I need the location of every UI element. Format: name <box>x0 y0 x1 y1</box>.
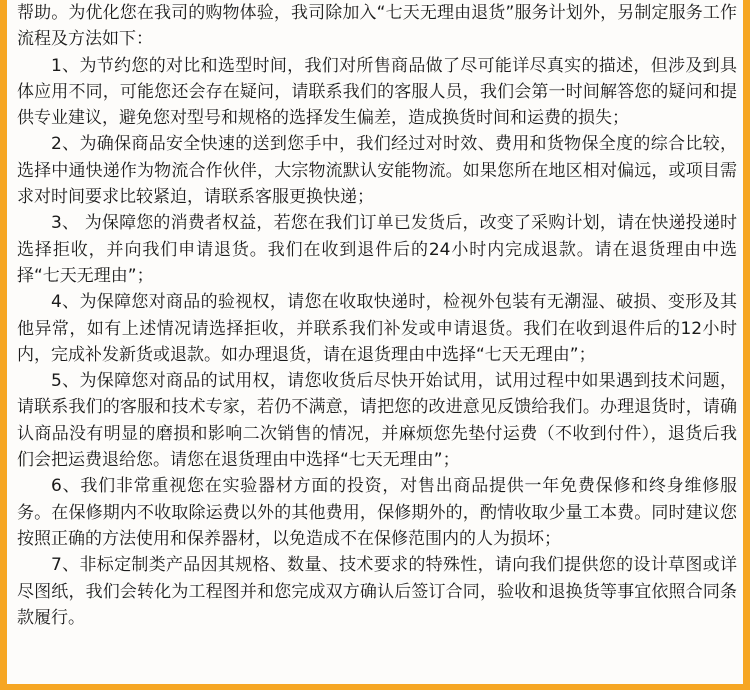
policy-item-4: 4、为保障您对商品的验视权，请您在收取快递时，检视外包装有无潮湿、破损、变形及其他异常，如有上述情况请选择拒收，并联系我们补发或申请退货。我们在收到退件后的12小时内，完成补发新货或退款。如办理退货，请在退货理由中选择“七天无理由”； <box>17 292 737 365</box>
intro-paragraph: 帮助。为优化您在我司的购物体验，我司除加入“七天无理由退货”服务计划外，另制定服务工作流程及方法如下： <box>17 3 737 50</box>
policy-item-7: 7、非标定制类产品因其规格、数量、技术要求的特殊性，请向我们提供您的设计草图或详尽图纸，我们会转化为工程图并和您完成双方确认后签订合同，验收和退换货等事宜依照合同条款履行。 <box>17 555 737 628</box>
policy-item-1: 1、为节约您的对比和选型时间，我们对所售商品做了尽可能详尽真实的描述，但涉及到具体应用不同，可能您还会存在疑问，请联系我们的客服人员，我们会第一时间解答您的疑问和提供专业建议，避免您对型号和规格的选择发生偏差，造成换货时间和运费的损失； <box>17 55 737 129</box>
service-policy-panel <box>7 0 743 684</box>
policy-item-5: 5、为保障您对商品的试用权，请您收货后尽快开始试用，试用过程中如果遇到技术问题，请联系我们的客服和技术专家，若仍不满意，请把您的改进意见反馈给我们。办理退货时，请确认商品没有明显的磨损和影响二次销售的情况，并麻烦您先垫付运费（不收到付件），退货后我们会把运费退给您。请您在退货理由中选择“七天无理由”； <box>17 371 737 471</box>
policy-item-3: 3、 为保障您的消费者权益，若您在我们订单已发货后，改变了采购计划，请在快递投递时选择拒收，并向我们申请退货。我们在收到退件后的24小时内完成退款。请在退货理由中选择“七天无理由”； <box>17 213 737 286</box>
policy-item-2: 2、为确保商品安全快速的送到您手中，我们经过对时效、费用和货物保全度的综合比较，选择中通快递作为物流合作伙伴，大宗物流默认安能物流。如果您所在地区相对偏远，或项目需求对时间要求比较紧迫，请联系客服更换快递； <box>17 134 737 208</box>
policy-text <box>17 0 737 631</box>
policy-item-6: 6、我们非常重视您在实验器材方面的投资，对售出商品提供一年免费保修和终身维修服务。在保修期内不收取除运费以外的其他费用，保修期外的，酌情收取少量工本费。同时建议您按照正确的方法使用和保养器材，以免造成不在保修范围内的人为损坏； <box>17 476 737 549</box>
